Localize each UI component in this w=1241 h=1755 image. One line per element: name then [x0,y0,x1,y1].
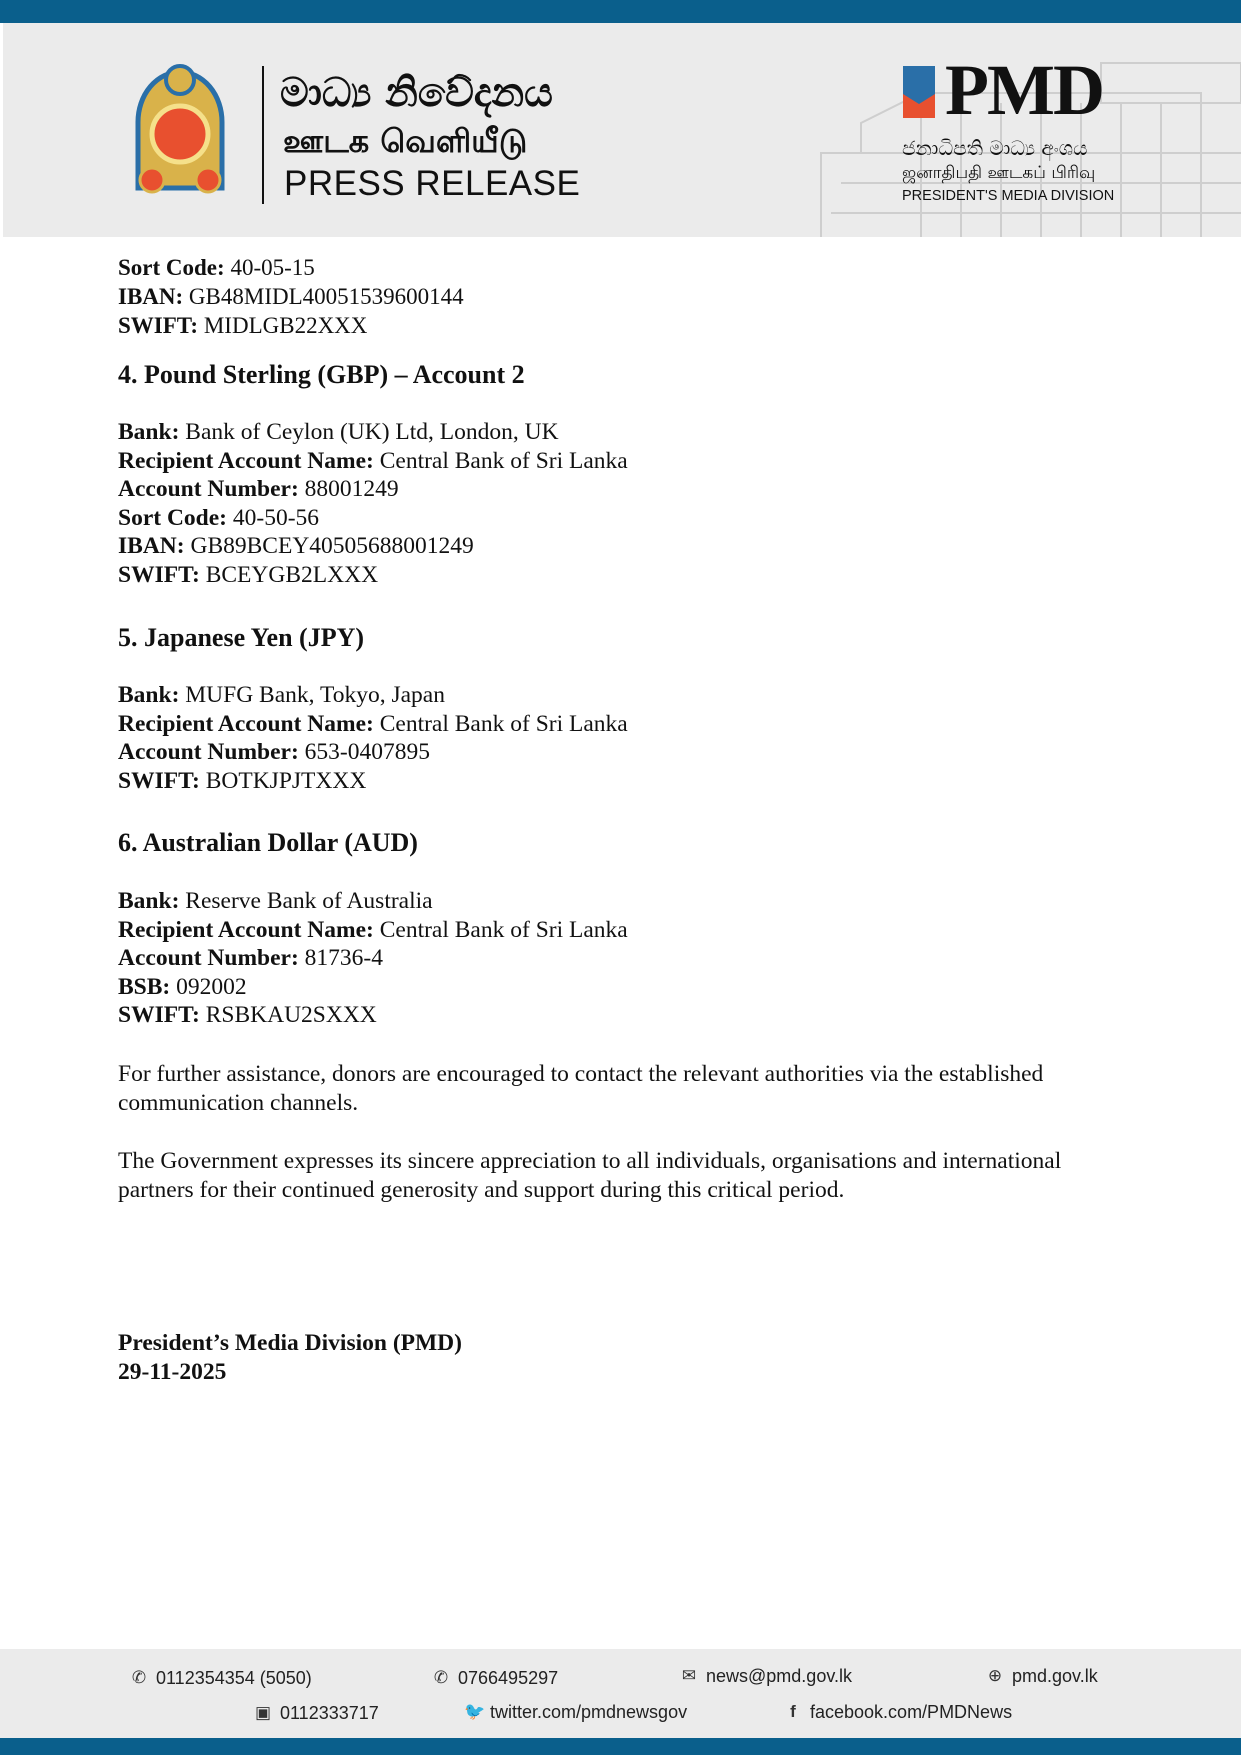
paragraph-line: For further assistance, donors are encouraged to contact the relevant authorities via the established [118,1061,1044,1087]
field-value: Central Bank of Sri Lanka [373,710,628,737]
field-label: Recipient Account Name: [118,916,374,943]
pmd-english: PRESIDENT'S MEDIA DIVISION [902,188,1115,204]
pmd-sinhala: ජනාධිපති මාධ්‍ය අංශය [902,136,1088,160]
footer-facebook[interactable]: f facebook.com/PMDNews [784,1701,1012,1723]
field-label: Recipient Account Name: [118,447,374,474]
twitter-icon: 🐦 [464,1702,486,1721]
phone-icon: ✆ [131,1668,147,1687]
field-label: Account Number: [118,476,299,503]
field-value: Bank of Ceylon (UK) Ltd, London, UK [179,419,559,445]
field-value: GB89BCEY40505688001249 [184,533,474,560]
field-label: Bank: [118,888,180,914]
footer-email[interactable]: ✉ news@pmd.gov.lk [681,1666,852,1686]
field-label: IBAN: [118,533,185,560]
letterhead [3,23,1241,237]
globe-icon: ⊕ [987,1666,1003,1685]
top-brand-bar [0,0,1241,23]
field-value: RSBKAU2SXXX [199,1002,377,1029]
field-line [118,973,247,1000]
section-heading: 4. Pound Sterling (GBP) – Account 2 [118,360,525,389]
footer [0,1649,1241,1738]
field-label: SWIFT: [118,562,200,588]
footer-twitter[interactable]: 🐦 twitter.com/pmdnewsgov [464,1702,688,1722]
field-line [118,564,378,588]
field-value: Central Bank of Sri Lanka [373,916,628,943]
field-label: Sort Code: [118,504,227,531]
overlay-line: IBAN: GB48MIDL40051539600144 [118,284,464,309]
field-value: 81736-4 [298,945,383,972]
field-value: 88001249 [298,476,399,503]
field-line [118,478,399,502]
field-label: Account Number: [118,945,299,972]
field-label: Bank: [118,682,180,708]
paragraph-line: communication channels. [118,1089,359,1116]
field-value: 092002 [170,973,247,1000]
field-label: Account Number: [118,739,299,766]
pmd-logo-text: PMD [945,50,1103,130]
field-value: MUFG Bank, Tokyo, Japan [179,682,445,708]
bottom-brand-bar [0,1738,1241,1755]
section-heading: 5. Japanese Yen (JPY) [118,623,365,652]
national-emblem-seal [128,62,232,204]
section-heading: 6. Australian Dollar (AUD) [118,828,418,857]
field-line [118,535,474,559]
field-line [118,1004,377,1028]
overlay-line: SWIFT: MIDLGB22XXX [118,313,368,338]
field-label: SWIFT: [118,767,200,794]
field-label: SWIFT: [118,1002,200,1029]
field-value: BOTKJPJTXXX [199,767,367,794]
footer-website[interactable]: ⊕ pmd.gov.lk [987,1666,1098,1686]
field-line [118,916,628,943]
field-line [118,741,430,765]
field-line [118,767,367,794]
field-value: BCEYGB2LXXX [199,562,379,588]
field-value: Central Bank of Sri Lanka [373,447,628,474]
sinhala-title: මාධ්‍ය නිවේදනය [280,70,553,116]
paragraph-line: The Government expresses its sincere appreciation to all individuals, organisations and international [118,1148,1062,1174]
field-line [118,890,433,914]
field-line [118,447,628,474]
footer-phone-2: ✆ 0766495297 [433,1668,559,1688]
signature-name: President’s Media Division (PMD) [118,1330,462,1356]
field-value: 40-50-56 [227,504,320,531]
divider [262,66,264,204]
field-line [118,684,445,708]
field-line [118,504,320,531]
field-value: Reserve Bank of Australia [179,888,433,914]
field-label: Bank: [118,419,180,445]
field-label: Recipient Account Name: [118,710,374,737]
tamil-title: ஊடக வெளியீடு [283,122,528,160]
footer-phone-1: ✆ 0112354354 (5050) [131,1668,312,1688]
footer-fax: ▣ 0112333717 [254,1703,379,1723]
pmd-tamil: ஜனாதிபதி ஊடகப் பிரிவு [902,163,1096,183]
field-label: BSB: [118,973,171,1000]
field-line [118,710,628,737]
overlay-line: Sort Code: 40-05-15 [118,255,315,280]
paragraph-line: partners for their continued generosity and support during this critical period. [118,1176,845,1203]
phone-icon: ✆ [433,1668,449,1687]
fax-icon: ▣ [254,1703,272,1722]
signature-date: 29-11-2025 [118,1359,227,1385]
facebook-icon: f [790,1702,796,1721]
mail-icon: ✉ [681,1666,697,1685]
field-line [118,947,383,971]
field-value: 653-0407895 [298,739,430,766]
field-line [118,421,559,445]
press-release-title: PRESS RELEASE [284,164,581,203]
pmd-logo-mark [903,66,935,118]
